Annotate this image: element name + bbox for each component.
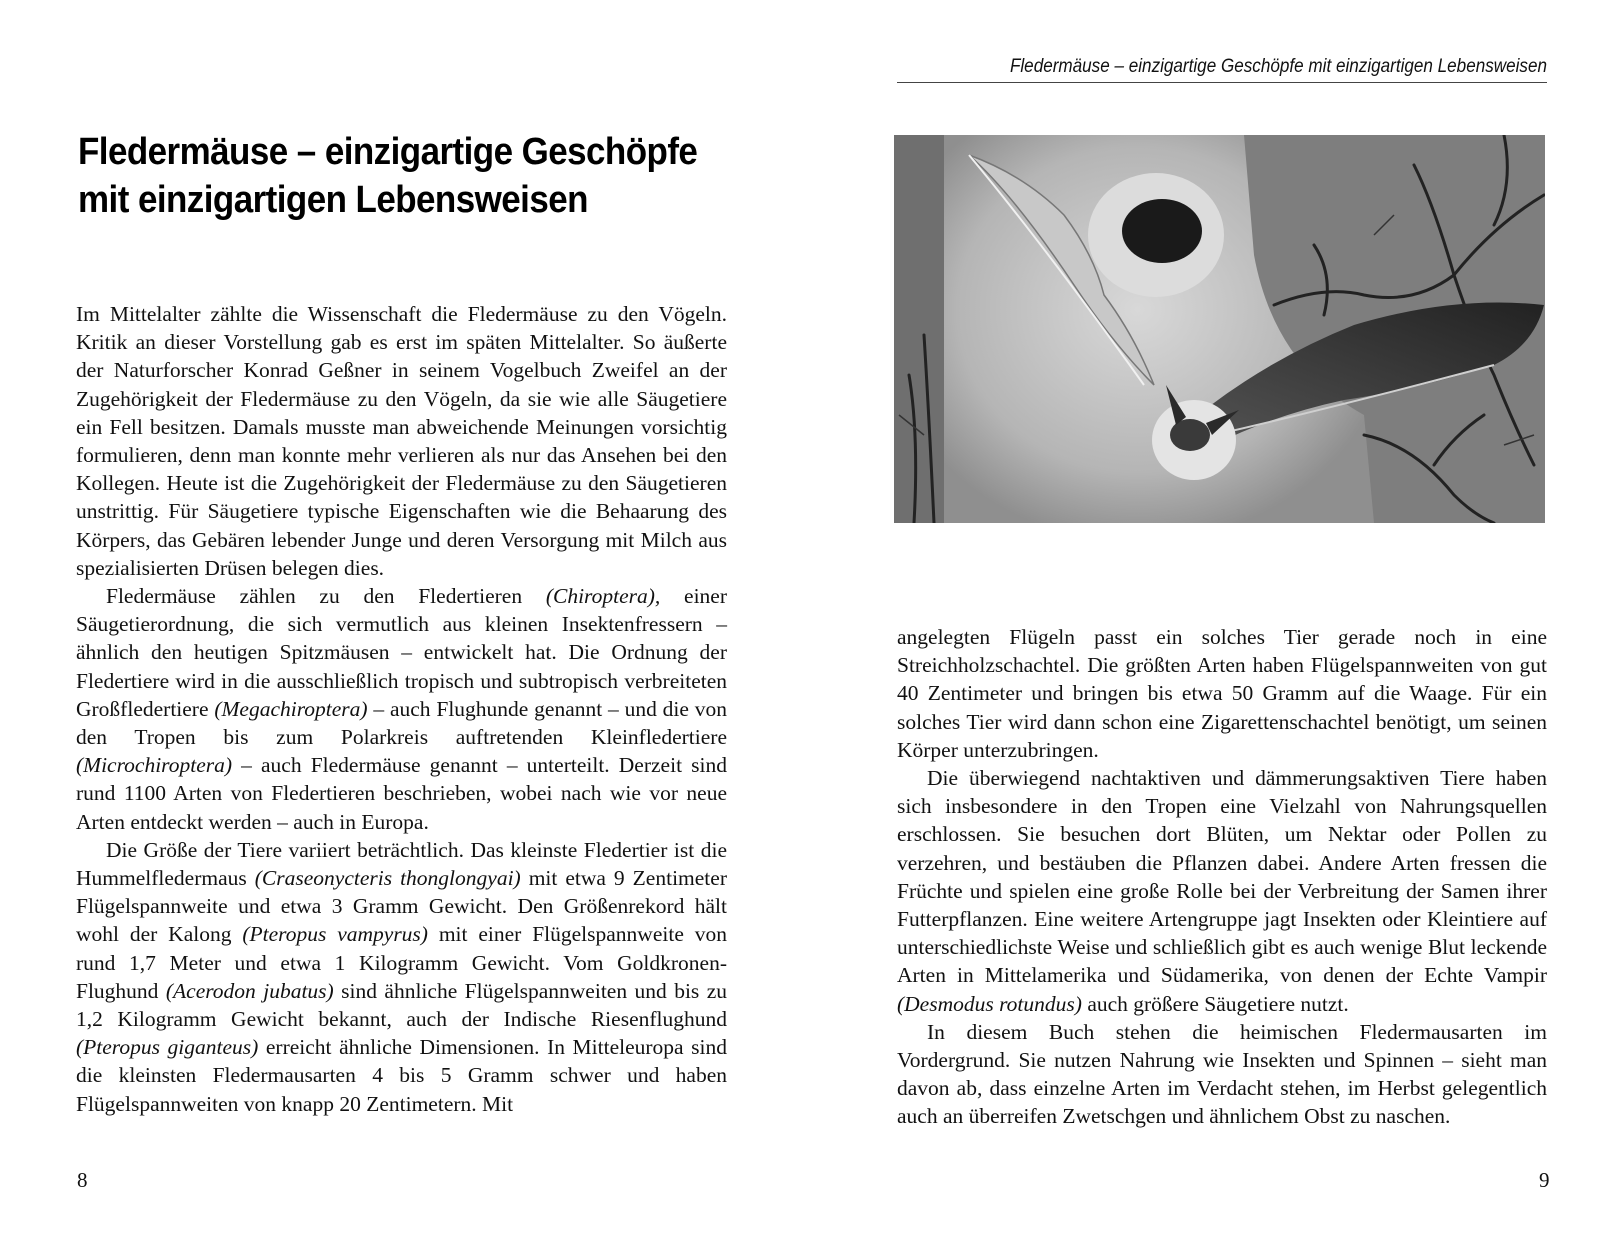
left-body-text xyxy=(76,300,727,1118)
text-run: Die überwiegend nachtaktiven und dämmerungsaktiven Tiere haben sich insbesondere in den Tropen eine Vielzahl von Nahrungsquellen erschlossen. Sie besuchen dort Blüten, um Nektar oder Pollen zu verzehren, und bestäuben die Pflanzen dabei. Andere Arten fressen die Früchte und spielen eine große Rolle bei der Verbreitung der Samen ihrer Futterpflanzen. Eine weitere Artengruppe jagt Insekten oder Kleintiere auf unterschiedlichste Weise und schließlich gibt es auch wenige Blut leckende Arten in Mittelamerika und Südamerika, von denen der Echte Vampir xyxy=(897,766,1547,988)
bat-illustration-icon xyxy=(894,135,1545,523)
latin-name: (Craseonycteris thonglongyai) xyxy=(254,866,521,891)
latin-name: (Desmodus rotundus) xyxy=(897,991,1082,1016)
latin-name: (Pteropus giganteus) xyxy=(76,1035,259,1060)
text-run: – auch Fledermäuse genannt – unterteilt. Derzeit sind rund 1100 Arten von Fledertieren beschrieben, wobei nach wie vor neue Arten entdeckt werden – auch in Europa. xyxy=(76,753,727,834)
text-run: einer Säugetierordnung, die sich vermutlich aus kleinen Insektenfressern – ähnlich den heutigen Spitzmäusen – entwickelt hat. Die Ordnung der Fledertiere wird in die ausschließlich tropisch und subtropisch verbreiteten Großfledertiere xyxy=(76,584,727,721)
chapter-title xyxy=(78,128,722,224)
text-run: sind ähnliche Flügelspannweiten und bis zu 1,2 Kilogramm Gewicht bekannt, auch der Indische Riesenflughund xyxy=(76,978,727,1032)
text-run: auch größere Säugetiere nutzt. xyxy=(1081,991,1349,1016)
text-run: Fledermäuse zählen zu den Fledertieren xyxy=(106,584,546,609)
chapter-title-line-1: Fledermäuse – einzigartige Geschöpfe xyxy=(78,131,698,173)
paragraph xyxy=(76,582,727,836)
latin-name: (Pteropus vampyrus) xyxy=(242,922,428,947)
page-number-left: 8 xyxy=(77,1168,88,1192)
paragraph: angelegten Flügeln passt ein solches Tier gerade noch in eine Streichholzschachtel. Die größten Arten haben Flügelspannweiten von gut 40 Zentimeter und bringen bis etwa 50 Gramm auf die Waage. Für ein solches Tier wird dann schon eine Zigarettenschachtel benötigt, um seinen Körper unterzubringen. xyxy=(897,625,1547,762)
paragraph: Im Mittelalter zählte die Wissenschaft die Fledermäuse zu den Vögeln. Kritik an dieser Vorstellung gab es erst im späten Mittelalter. So äußerte der Naturforscher Konrad Geßner in seinem Vogelbuch Zweifel an der Zugehörigkeit der Fledermäuse zu den Vögeln, da sie wie alle Säugetiere ein Fell besitzen. Damals musste man abweichende Meinungen vorsichtig formulieren, denn man konnte mehr verlieren als nur das Ansehen bei den Kollegen. Heute ist die Zugehörigkeit der Fledermäuse zu den Säugetieren unstrittig. Für Säugetiere typische Eigenschaften wie die Behaarung des Körpers, das Gebären lebender Junge und deren Versorgung mit Milch aus spezialisierten Drüsen belegen dies. xyxy=(76,302,727,580)
paragraph xyxy=(897,764,1547,1018)
latin-name: (Acerodon jubatus) xyxy=(165,978,334,1003)
text-run: – auch Flughunde genannt – und die von den Tropen bis zum Polarkreis auftretenden Kleinfledertiere xyxy=(76,696,727,750)
paragraph xyxy=(76,836,727,1118)
running-head: Fledermäuse – einzigartige Geschöpfe mit einzigartigen Lebensweisen xyxy=(1009,56,1547,77)
right-page xyxy=(809,0,1618,1240)
text-run: mit einer Flügelspannweite von rund 1,7 Meter und etwa 1 Kilogramm Gewicht. Vom Goldkronen-Flughund xyxy=(76,922,727,1003)
running-head-rule xyxy=(897,82,1547,83)
bat-illustration xyxy=(894,135,1545,523)
chapter-title-line-2: mit einzigartigen Lebensweisen xyxy=(78,179,588,221)
text-run: Die Größe der Tiere variiert beträchtlich. Das kleinste Fledertier ist die Hummelfledermaus xyxy=(76,837,727,891)
paragraph: In diesem Buch stehen die heimischen Fledermausarten im Vordergrund. Sie nutzen Nahrung wie Insekten und Spinnen – sieht man davon ab, dass einzelne Arten im Verdacht stehen, im Herbst gelegentlich auch an überreifen Zwetschgen und ähnlichem Obst zu naschen. xyxy=(897,1019,1547,1129)
latin-name: (Chiroptera), xyxy=(545,584,661,609)
page-number-right: 9 xyxy=(1539,1168,1550,1192)
right-body-text xyxy=(897,623,1547,1131)
text-run: erreicht ähnliche Dimensionen. In Mitteleuropa sind die kleinsten Fledermausarten 4 bis 5 Gramm schwer und haben Flügelspannweiten von knapp 20 Zentimetern. Mit xyxy=(76,1035,727,1116)
latin-name: (Microchiroptera) xyxy=(76,753,233,778)
text-run: mit etwa 9 Zentimeter Flügelspannweite und etwa 3 Gramm Gewicht. Den Größenrekord hält wohl der Kalong xyxy=(76,866,727,947)
latin-name: (Megachiroptera) xyxy=(214,696,368,721)
